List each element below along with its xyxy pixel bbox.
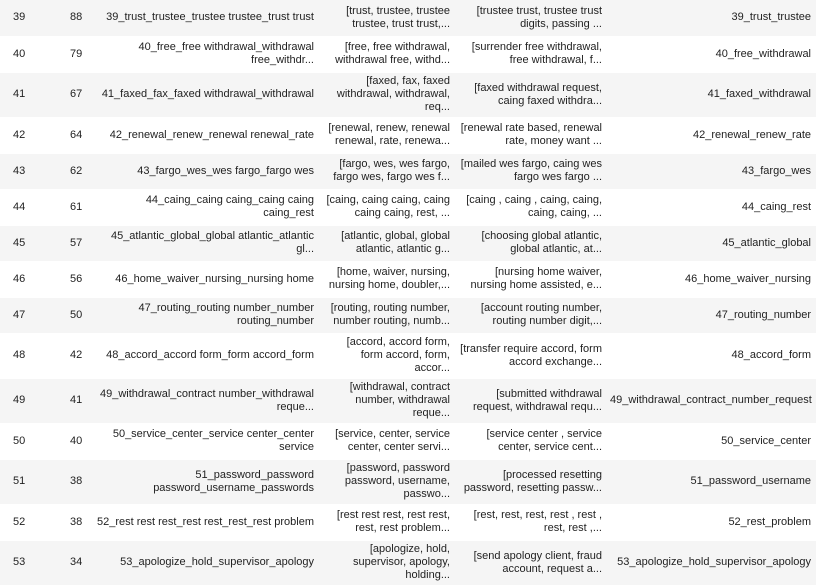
table-row [0,297,816,333]
row-index-cell [0,459,54,504]
representation-cell-text: [trust, trustee, trustee trustee, trust trust,... [346,4,450,30]
table-row [0,333,816,378]
row-index-cell [0,504,54,540]
name-cell-text: 51_password_password password_username_passwords [153,468,314,494]
count-cell [54,378,92,423]
representative-docs-cell [454,117,606,153]
name-cell-text: 42_renewal_renew_renewal renewal_rate [109,128,314,141]
custom-name-cell [606,261,816,297]
row-index-cell [0,333,54,378]
table-row [0,378,816,423]
representation-cell [320,378,454,423]
count-cell [54,72,92,117]
custom-name-cell-text: 47_routing_number [715,308,811,321]
row-index-cell-text: 46 [13,272,26,285]
count-cell-text: 57 [70,236,83,249]
name-cell [92,225,320,261]
row-index-cell [0,540,54,585]
table-row [0,189,816,225]
name-cell [92,189,320,225]
name-cell-text: 45_atlantic_global_global atlantic_atlantic gl... [110,230,314,255]
count-cell-text: 62 [70,164,83,177]
name-cell [92,378,320,423]
name-cell-text: 53_apologize_hold_supervisor_apology [120,556,314,568]
custom-name-cell [606,540,816,585]
row-index-cell-text: 45 [13,236,26,249]
count-cell [54,297,92,333]
custom-name-cell [606,0,816,36]
custom-name-cell-text: 48_accord_form [731,349,811,361]
row-index-cell-text: 43 [13,164,26,177]
representative-docs-cell-text: [processed resetting password, resetting passw... [463,468,602,494]
count-cell-text: 41 [70,394,83,406]
custom-name-cell-text: 45_atlantic_global [722,236,811,249]
representation-cell [320,117,454,153]
row-index-cell [0,261,54,297]
representation-cell-text: [routing, routing number, number routing, numb... [330,302,450,327]
row-index-cell [0,189,54,225]
custom-name-cell-text: 49_withdrawal_contract_number_request [610,394,812,406]
count-cell [54,261,92,297]
name-cell-text: 43_fargo_wes_wes fargo_fargo wes [137,164,314,177]
row-index-cell [0,72,54,117]
representative-docs-cell-text: [nursing home waiver, nursing home assisted, e... [470,266,602,291]
custom-name-cell [606,36,816,72]
row-index-cell-text: 47 [13,308,26,321]
custom-name-cell-text: 40_free_withdrawal [715,47,811,60]
representation-cell-text: [atlantic, global, global atlantic, atlantic g... [341,230,450,255]
representation-cell-text: [password, password password, username, passwo... [344,462,450,500]
custom-name-cell [606,459,816,504]
row-index-cell-text: 51 [13,475,26,487]
count-cell [54,540,92,585]
table-row [0,261,816,297]
representation-cell [320,189,454,225]
row-index-cell-text: 50 [13,434,26,447]
representation-cell-text: [withdrawal, contract number, withdrawal reque... [349,381,450,419]
representative-docs-cell-text: [choosing global atlantic, global atlantic, at... [481,230,602,255]
representation-cell [320,459,454,504]
representative-docs-cell [454,189,606,225]
custom-name-cell [606,225,816,261]
representation-cell [320,72,454,117]
representative-docs-cell-text: [rest, rest, rest, rest , rest , rest, rest ,... [473,509,602,534]
representative-docs-cell-text: [surrender free withdrawal, free withdrawal, f... [471,41,602,66]
table-row [0,117,816,153]
representative-docs-cell [454,540,606,585]
count-cell [54,504,92,540]
row-index-cell [0,225,54,261]
row-index-cell [0,297,54,333]
row-index-cell [0,117,54,153]
row-index-cell [0,378,54,423]
representation-cell [320,0,454,36]
representative-docs-cell-text: [faxed withdrawal request, caing faxed withdra... [474,81,602,107]
custom-name-cell [606,504,816,540]
count-cell-text: 40 [70,434,83,447]
table-row [0,459,816,504]
representation-cell [320,225,454,261]
custom-name-cell [606,153,816,189]
table-row [0,153,816,189]
representation-cell-text: [renewal, renew, renewal renewal, rate, renewa... [328,122,450,147]
custom-name-cell [606,297,816,333]
name-cell [92,504,320,540]
name-cell-text: 44_caing_caing caing_caing caing caing_rest [145,194,314,219]
representation-cell-text: [caing, caing caing, caing caing caing, rest, ... [326,194,450,219]
name-cell-text: 47_routing_routing number_number routing_number [138,302,314,327]
name-cell [92,297,320,333]
custom-name-cell [606,333,816,378]
custom-name-cell-text: 44_caing_rest [741,200,811,213]
representative-docs-cell [454,36,606,72]
count-cell-text: 38 [70,515,83,528]
representative-docs-cell-text: [renewal rate based, renewal rate, money want ... [460,122,602,147]
count-cell [54,0,92,36]
custom-name-cell [606,189,816,225]
representation-cell-text: [rest rest rest, rest rest, rest, rest problem... [336,509,450,534]
representation-cell-text: [fargo, wes, wes fargo, fargo wes, fargo wes f... [333,158,450,183]
representation-cell [320,504,454,540]
representation-cell-text: [free, free withdrawal, withdrawal free, withd... [335,41,450,66]
name-cell-text: 41_faxed_fax_faxed withdrawal_withdrawal [101,88,314,100]
representation-cell [320,153,454,189]
name-cell-text: 49_withdrawal_contract number_withdrawal reque... [99,387,314,413]
table-row [0,504,816,540]
table-row [0,36,816,72]
count-cell-text: 67 [70,88,83,100]
name-cell [92,540,320,585]
table-row [0,540,816,585]
name-cell [92,333,320,378]
count-cell-text: 38 [70,475,83,487]
row-index-cell-text: 42 [13,128,26,141]
representation-cell [320,261,454,297]
count-cell [54,153,92,189]
name-cell-text: 39_trust_trustee_trustee trustee_trust trust [106,11,314,24]
row-index-cell-text: 44 [13,200,26,213]
custom-name-cell-text: 53_apologize_hold_supervisor_apology [617,556,811,568]
count-cell [54,189,92,225]
count-cell-text: 34 [70,556,83,568]
representative-docs-cell [454,0,606,36]
representative-docs-cell-text: [transfer require accord, form accord exchange... [460,342,602,368]
count-cell-text: 88 [70,11,83,24]
count-cell-text: 42 [70,349,83,361]
table-row [0,225,816,261]
count-cell-text: 61 [70,200,83,213]
representative-docs-cell [454,504,606,540]
row-index-cell [0,153,54,189]
representative-docs-cell-text: [caing , caing , caing, caing, caing, caing, ... [466,194,602,219]
name-cell [92,261,320,297]
table-row [0,72,816,117]
row-index-cell-text: 49 [13,394,26,406]
representative-docs-cell [454,153,606,189]
representative-docs-cell [454,423,606,459]
custom-name-cell-text: 51_password_username [690,475,811,487]
name-cell [92,117,320,153]
row-index-cell [0,423,54,459]
name-cell-text: 40_free_free withdrawal_withdrawal free_withdr... [138,41,314,66]
representative-docs-cell [454,297,606,333]
representative-docs-cell-text: [submitted withdrawal request, withdrawal requ... [472,387,602,413]
custom-name-cell [606,423,816,459]
count-cell [54,36,92,72]
row-index-cell-text: 40 [13,47,26,60]
custom-name-cell-text: 52_rest_problem [728,515,811,528]
count-cell [54,333,92,378]
name-cell-text: 46_home_waiver_nursing_nursing home [115,272,314,285]
custom-name-cell-text: 50_service_center [721,434,811,447]
custom-name-cell [606,378,816,423]
representative-docs-cell [454,261,606,297]
table-row [0,0,816,36]
representation-cell [320,423,454,459]
custom-name-cell-text: 41_faxed_withdrawal [707,88,811,100]
name-cell-text: 48_accord_accord form_form accord_form [106,349,314,361]
representative-docs-cell [454,333,606,378]
custom-name-cell [606,72,816,117]
name-cell [92,72,320,117]
row-index-cell-text: 52 [13,515,26,528]
count-cell [54,117,92,153]
count-cell-text: 50 [70,308,83,321]
name-cell [92,0,320,36]
representation-cell [320,333,454,378]
custom-name-cell-text: 43_fargo_wes [741,164,811,177]
representation-cell [320,36,454,72]
representative-docs-cell [454,225,606,261]
custom-name-cell-text: 42_renewal_renew_rate [692,128,811,141]
count-cell-text: 56 [70,272,83,285]
representative-docs-cell-text: [send apology client, fraud account, request a... [473,549,602,575]
name-cell [92,423,320,459]
name-cell [92,459,320,504]
name-cell [92,153,320,189]
name-cell [92,36,320,72]
table-row [0,423,816,459]
representative-docs-cell [454,72,606,117]
row-index-cell-text: 48 [13,349,26,361]
count-cell [54,459,92,504]
representative-docs-cell [454,459,606,504]
custom-name-cell-text: 46_home_waiver_nursing [685,272,811,285]
representation-cell [320,540,454,585]
custom-name-cell-text: 39_trust_trustee [731,11,811,24]
representation-cell-text: [home, waiver, nursing, nursing home, doubler,... [328,266,450,291]
representative-docs-cell-text: [mailed wes fargo, caing wes fargo wes fargo ... [460,158,602,183]
count-cell [54,423,92,459]
row-index-cell-text: 53 [13,556,26,568]
representative-docs-cell-text: [trustee trust, trustee trust digits, passing ... [476,4,602,30]
representation-cell-text: [faxed, fax, faxed withdrawal, withdrawal, req... [336,75,450,113]
row-index-cell [0,36,54,72]
representative-docs-cell-text: [service center , service center, service cent... [486,428,602,453]
row-index-cell-text: 41 [13,88,26,100]
row-index-cell-text: 39 [13,11,26,24]
representation-cell-text: [apologize, hold, supervisor, apology, holding... [352,543,450,581]
representation-cell-text: [service, center, service center, center servi... [335,428,450,453]
custom-name-cell [606,117,816,153]
representative-docs-cell [454,378,606,423]
representation-cell-text: [accord, accord form, form accord, form, accor... [346,336,450,374]
count-cell [54,225,92,261]
representative-docs-cell-text: [account routing number, routing number digit,... [480,302,602,327]
representation-cell [320,297,454,333]
count-cell-text: 79 [70,47,83,60]
row-index-cell [0,0,54,36]
count-cell-text: 64 [70,128,83,141]
name-cell-text: 50_service_center_service center_center service [112,428,314,453]
name-cell-text: 52_rest rest rest_rest rest_rest_rest problem [96,515,314,528]
